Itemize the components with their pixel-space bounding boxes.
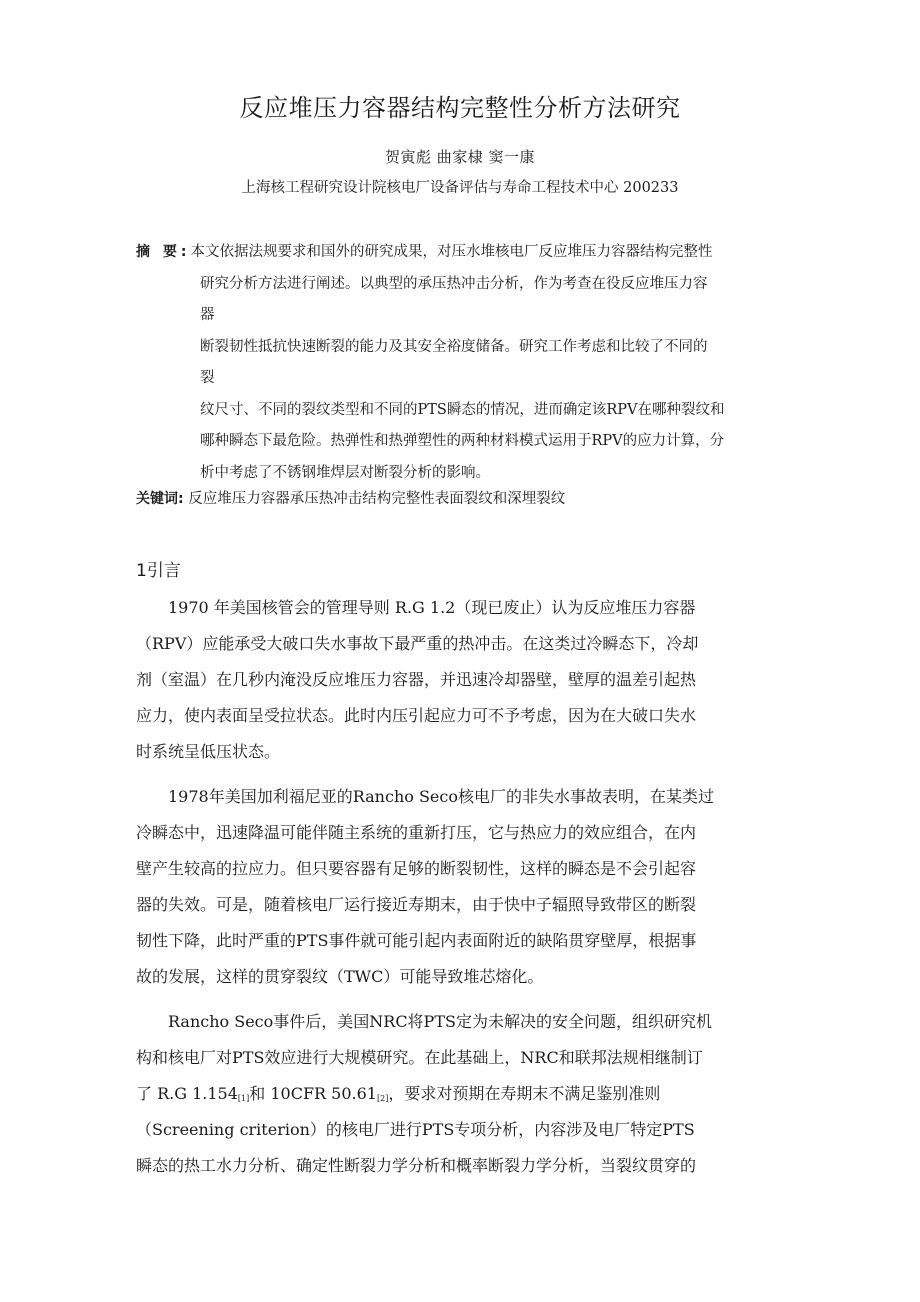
keywords-text: 反应堆压力容器承压热冲击结构完整性表面裂纹和深埋裂纹 [188,491,566,507]
text-line: （Screening criterion）的核电厂进行PTS专项分析，内容涉及电厂特定PTS [136,1120,695,1139]
abstract-line: 器 [200,307,215,323]
text-line: 1978年美国加利福尼亚的Rancho Seco核电厂的非失水事故表明，在某类过 [168,787,714,806]
paragraph-1 [136,590,788,770]
abstract-line: 析中考虑了不锈钢堆焊层对断裂分析的影响。 [200,464,490,481]
abstract-line: 裂 [200,370,215,386]
abstract-line: 纹尺寸、不同的裂纹类型和不同的PTS瞬态的情况，进而确定该RPV在哪种裂纹和 [200,401,725,418]
affiliation: 上海核工程研究设计院核电厂设备评估与寿命工程技术中心 200233 [241,180,679,196]
paragraph-3 [136,1004,788,1184]
citation-ref-2: [2] [376,1094,389,1103]
text-line: 壁产生较高的拉应力。但只要容器有足够的断裂韧性，这样的瞬态是不会引起容 [136,859,697,878]
ref-line-post: ，要求对预期在寿期末不满足鉴别准则 [388,1084,661,1103]
abstract-line: 断裂韧性抵抗快速断裂的能力及其安全裕度储备。研究工作考虑和比较了不同的 [200,338,708,355]
text-line: 冷瞬态中，迅速降温可能伴随主系统的重新打压，它与热应力的效应组合，在内 [136,823,697,842]
text-line: 构和核电厂对PTS效应进行大规模研究。在此基础上，NRC和联邦法规相继制订 [136,1048,703,1067]
abstract-line [136,237,796,269]
text-line: 韧性下降，此时严重的PTS事件就可能引起内表面附近的缺陷贯穿壁厚，根据事 [136,931,697,950]
citation-ref-1: [1] [237,1094,250,1103]
text-line: 故的发展，这样的贯穿裂纹（TWC）可能导致堆芯熔化。 [136,967,544,986]
text-line: 瞬态的热工水力分析、确定性断裂力学分析和概率断裂力学分析，当裂纹贯穿的 [136,1156,697,1175]
ref-line-pre: 了 R.G 1.154 [136,1084,238,1103]
paragraph-2 [136,779,788,995]
section-body [136,590,788,1184]
text-line: 器的失效。可是，随着核电厂运行接近寿期末，由于快中子辐照导致带区的断裂 [136,895,697,914]
text-line: （RPV）应能承受大破口失水事故下最严重的热冲击。在这类过冷瞬态下，冷却 [136,634,699,653]
abstract-line: 研究分析方法进行阐述。以典型的承压热冲击分析，作为考查在役反应堆压力容 [200,275,708,292]
abstract-line: 哪种瞬态下最危险。热弹性和热弹塑性的两种材料模式运用于RPV的应力计算，分 [200,433,725,449]
paper-title: 反应堆压力容器结构完整性分析方法研究 [239,94,681,122]
text-line: Rancho Seco事件后，美国NRC将PTS定为未解决的安全问题，组织研究机 [168,1012,712,1031]
text-line: 剂（室温）在几秒内淹没反应堆压力容器，并迅速冷却器壁，壁厚的温差引起热 [136,670,697,689]
text-line: 时系统呈低压状态。 [136,742,281,761]
keywords-label: 关键词: [136,491,184,507]
ref-line-mid: 和 10CFR 50.61 [249,1084,377,1103]
text-line: 应力，使内表面呈受拉状态。此时内压引起应力可不予考虑，因为在大破口失水 [136,706,697,725]
abstract-label: 摘 要: [136,244,191,260]
keywords [136,487,796,508]
abstract-text: 本文依据法规要求和国外的研究成果，对压水堆核电厂反应堆压力容器结构完整性 [190,244,713,260]
author-list: 贺寅彪 曲家棣 窦一康 [384,148,536,166]
text-line: 1970 年美国核管会的管理导则 R.G 1.2（现已废止）认为反应堆压力容器 [168,598,696,617]
text-line-with-refs [136,1076,788,1112]
abstract [136,237,796,489]
section-heading: 1引言 [136,561,181,581]
